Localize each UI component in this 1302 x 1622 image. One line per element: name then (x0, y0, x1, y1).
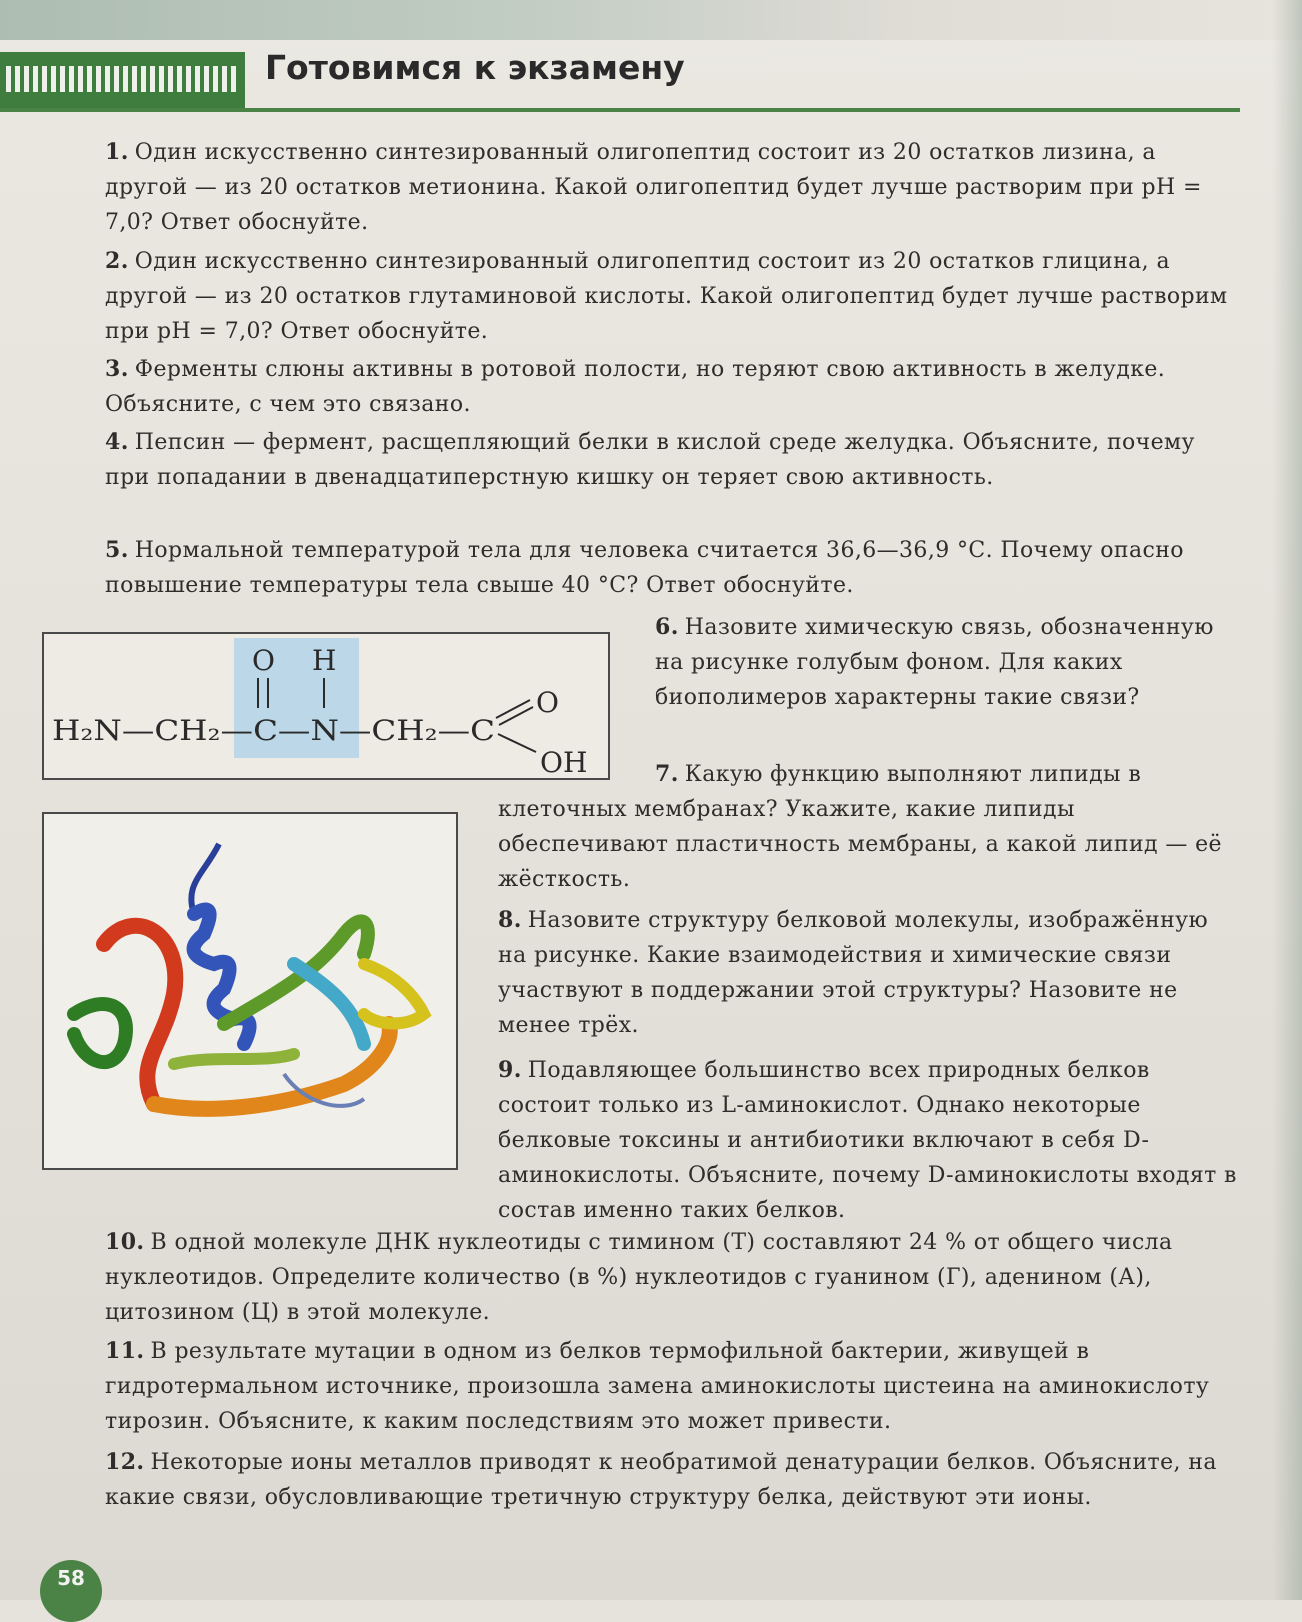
page-number: 58 (40, 1560, 102, 1622)
question-6 (655, 610, 1240, 715)
question-number: 11. (105, 1338, 145, 1364)
question-text: В одной молекуле ДНК нуклеотиды с тимином (Т) составляют 24 % от общего числа нуклеотидов. Определите количество (в %) нуклеотидов с гуанином (Г), аденином (А), цитозином (Ц) в этой молекуле. (105, 1230, 1173, 1325)
question-number: 9. (498, 1057, 522, 1083)
question-number: 7. (655, 761, 679, 787)
question-number: 10. (105, 1229, 145, 1255)
question-3 (105, 352, 1235, 422)
question-text: Некоторые ионы металлов приводят к необратимой денатурации белков. Объясните, на какие связи, обусловливающие третичную структуру белка, действуют эти ионы. (105, 1450, 1217, 1510)
carboxyl-double-bond-1 (496, 700, 530, 718)
amide-hydrogen: H (312, 644, 337, 677)
carboxyl-oxygen: O (536, 686, 559, 719)
question-7 (498, 757, 1243, 897)
page-title: Готовимся к экзамену (265, 48, 685, 87)
question-text: В результате мутации в одном из белков термофильной бактерии, живущей в гидротермальном источнике, произошла замена аминокислоты цистеина на аминокислоту тирозин. Объясните, к каким последствиям это может привести. (105, 1339, 1210, 1434)
question-number: 1. (105, 139, 129, 165)
loop-lime (174, 1054, 294, 1064)
question-text: Какую функцию выполняют липиды в клеточных мембранах? Укажите, какие липиды обеспечивают пластичность мембраны, а какой липид — её жёсткость. (498, 762, 1222, 892)
question-number: 6. (655, 614, 679, 640)
question-number: 12. (105, 1449, 145, 1475)
question-text: Нормальной температурой тела для человека считается 36,6—36,9 °С. Почему опасно повышение температуры тела свыше 40 °С? Ответ обоснуйте. (105, 538, 1184, 598)
question-11 (105, 1334, 1245, 1439)
question-number: 8. (498, 907, 522, 933)
question-number: 4. (105, 429, 129, 455)
question-2 (105, 244, 1235, 349)
question-text: Один искусственно синтезированный олигопептид состоит из 20 остатков лизина, а другой — из 20 остатков метионина. Какой олигопептид будет лучше растворим при pH = 7,0? Ответ обоснуйте. (105, 140, 1202, 235)
carboxyl-double-bond-2 (499, 707, 533, 725)
hydroxyl-group: OH (540, 746, 588, 778)
protein-ribbon-illustration (44, 814, 456, 1168)
question-4 (105, 425, 1235, 495)
question-9 (498, 1053, 1243, 1228)
question-number: 3. (105, 356, 129, 382)
question-text: Один искусственно синтезированный олигопептид состоит из 20 остатков глицина, а другой — из 20 остатков глутаминовой кислоты. Какой олигопептид будет лучше растворим при pH = 7,0? Ответ обоснуйте. (105, 249, 1228, 344)
strand-yellow (364, 964, 424, 1023)
question-number: 2. (105, 248, 129, 274)
page-edge-shadow (1272, 0, 1302, 1600)
question-12 (105, 1445, 1245, 1515)
carbonyl-oxygen: O (252, 644, 275, 677)
backbone-formula: H₂N—CH₂—C—N—CH₂—C (52, 714, 495, 747)
question-8 (498, 903, 1243, 1043)
question-5 (105, 533, 1235, 603)
strand-cyan (294, 964, 364, 1044)
protein-structure-figure (42, 812, 458, 1170)
question-10 (105, 1225, 1245, 1330)
question-text: Ферменты слюны активны в ротовой полости, но теряют свою активность в желудке. Объясните, с чем это связано. (105, 357, 1166, 417)
loop-green (74, 1004, 126, 1062)
question-number: 5. (105, 537, 129, 563)
question-text: Подавляющее большинство всех природных белков состоит только из L-аминокислот. Однако некоторые белковые токсины и антибиотики включают в себя D-аминокислоты. Объясните, почему D-аминокислоты входят в состав именно таких белков. (498, 1058, 1237, 1223)
question-text: Пепсин — фермент, расщепляющий белки в кислой среде желудка. Объясните, почему при попадании в двенадцатиперстную кишку он теряет свою активность. (105, 430, 1195, 490)
header-stripes-decoration (6, 66, 236, 92)
question-1 (105, 135, 1235, 240)
question-text: Назовите структуру белковой молекулы, изображённую на рисунке. Какие взаимодействия и химические связи участвуют в поддержании этой структуры? Назовите не менее трёх. (498, 908, 1209, 1038)
top-band (0, 0, 1302, 40)
title-underline (0, 108, 1240, 112)
carboxyl-single-bond (498, 734, 536, 752)
question-text: Назовите химическую связь, обозначенную на рисунке голубым фоном. Для каких биополимеров характерны такие связи? (655, 615, 1214, 710)
